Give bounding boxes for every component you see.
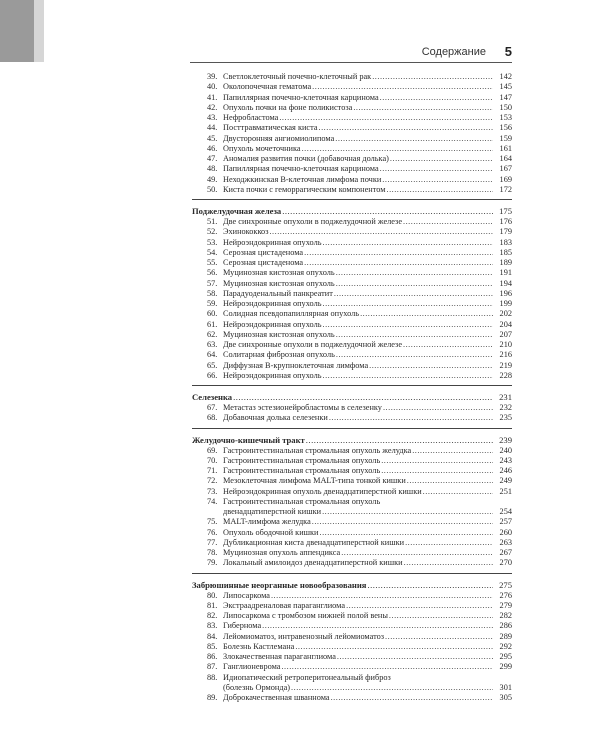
entry-number: 47. bbox=[207, 154, 218, 163]
entry-page: 194 bbox=[499, 278, 512, 288]
entry-number: 80. bbox=[207, 590, 218, 600]
leader-dots bbox=[367, 580, 493, 591]
entry-page: 176 bbox=[499, 217, 512, 226]
entry-number: 87. bbox=[207, 662, 218, 672]
entry-number: 79. bbox=[207, 558, 218, 568]
leader-dots bbox=[279, 113, 493, 123]
leader-dots bbox=[382, 175, 493, 185]
toc-entry[interactable] bbox=[192, 320, 512, 330]
entry-page: 199 bbox=[499, 299, 512, 308]
entry-title: Диффузная В-крупноклеточная лимфома bbox=[223, 360, 369, 370]
leader-dots bbox=[323, 320, 494, 330]
entry-title: Опухоль мочеточника bbox=[223, 143, 301, 153]
leader-dots bbox=[335, 134, 493, 144]
entry-number: 43. bbox=[207, 113, 218, 122]
entry-title: Околопочечная гематома bbox=[223, 82, 312, 92]
entry-title: Эхинококкоз bbox=[223, 227, 269, 237]
entry-title: Гастроинтестинальная стромальная опухоль bbox=[223, 496, 381, 506]
leader-dots bbox=[295, 642, 493, 652]
section-page: 239 bbox=[499, 434, 512, 445]
entry-page: 305 bbox=[499, 693, 512, 702]
entry-number: 71. bbox=[207, 466, 218, 475]
entry-number: 60. bbox=[207, 309, 218, 319]
entry-number: 49. bbox=[207, 174, 218, 184]
entry-number: 85. bbox=[207, 641, 218, 651]
entry-title: Дубликационная киста двенадцатиперстной кишки bbox=[223, 537, 405, 547]
toc-entry[interactable] bbox=[192, 289, 512, 299]
entry-number: 78. bbox=[207, 548, 218, 557]
entry-page: 196 bbox=[499, 288, 512, 298]
toc-entry[interactable] bbox=[192, 340, 512, 350]
entry-page: 301 bbox=[499, 682, 512, 692]
entry-number: 54. bbox=[207, 247, 218, 257]
entry-title: Муцинозная кистозная опухоль bbox=[223, 278, 335, 288]
leader-dots bbox=[412, 446, 493, 456]
entry-page: 169 bbox=[499, 174, 512, 184]
leader-dots bbox=[336, 350, 493, 360]
entry-number: 52. bbox=[207, 227, 218, 237]
leader-dots bbox=[282, 206, 493, 217]
toc-entry[interactable] bbox=[192, 487, 512, 497]
entry-page: 156 bbox=[499, 123, 512, 133]
toc-entry[interactable] bbox=[192, 673, 512, 683]
toc-entry[interactable] bbox=[192, 591, 512, 601]
leader-dots bbox=[336, 268, 493, 278]
entry-title: Лейомиоматоз, интравенозный лейомиоматоз bbox=[223, 631, 385, 641]
entry-title: Муцинозная кистозная опухоль bbox=[223, 268, 335, 278]
section-heading[interactable] bbox=[192, 206, 512, 217]
toc-entry[interactable] bbox=[192, 497, 512, 507]
entry-title: Нейроэндокринная опухоль bbox=[223, 370, 322, 380]
section-heading[interactable] bbox=[192, 392, 512, 403]
entry-number: 55. bbox=[207, 258, 218, 267]
toc-entry[interactable] bbox=[192, 621, 512, 631]
leader-dots bbox=[271, 591, 493, 601]
entry-title: Мезоклеточная лимфома MALT-типа тонкой кишки bbox=[223, 476, 406, 486]
toc-entry[interactable] bbox=[192, 601, 512, 611]
leader-dots bbox=[320, 528, 494, 538]
toc-entry[interactable] bbox=[192, 154, 512, 164]
entry-page: 167 bbox=[499, 164, 512, 174]
entry-number: 42. bbox=[207, 102, 218, 112]
leader-dots bbox=[323, 371, 494, 381]
entry-number: 53. bbox=[207, 237, 218, 247]
entry-title: Посттравматическая киста bbox=[223, 123, 318, 133]
table-of-contents bbox=[192, 72, 512, 703]
toc-entry[interactable] bbox=[192, 642, 512, 652]
entry-number: 66. bbox=[207, 370, 218, 380]
entry-number: 50. bbox=[207, 184, 218, 194]
toc-entry[interactable] bbox=[192, 517, 512, 527]
toc-entry[interactable] bbox=[192, 164, 512, 174]
leader-dots bbox=[360, 309, 493, 319]
leader-dots bbox=[341, 548, 493, 558]
entry-title: Гастроинтестинальная стромальная опухоль bbox=[223, 455, 381, 465]
entry-title: Метастаз эстезионейробластомы в селезенку bbox=[223, 403, 382, 412]
toc-entry[interactable] bbox=[192, 93, 512, 103]
entry-page: 145 bbox=[499, 82, 512, 92]
entry-title: Добавочная долька селезенки bbox=[223, 413, 328, 423]
entry-page: 286 bbox=[499, 621, 512, 631]
toc-entry[interactable] bbox=[192, 134, 512, 144]
entry-title: Нейроэндокринная опухоль bbox=[223, 299, 322, 308]
entry-title: Нейроэндокринная опухоль bbox=[223, 319, 322, 329]
leader-dots bbox=[380, 164, 493, 174]
toc-entry[interactable] bbox=[192, 683, 512, 693]
entry-title: Парадуоденальный панкреатит bbox=[223, 288, 333, 298]
entry-title: Папиллярная почечно-клеточная карцинома bbox=[223, 92, 379, 102]
entry-page: 257 bbox=[499, 517, 512, 527]
toc-entry[interactable] bbox=[192, 72, 512, 82]
entry-number: 88. bbox=[207, 672, 218, 682]
entry-title: Нефробластома bbox=[223, 113, 279, 122]
entry-number: 83. bbox=[207, 621, 218, 631]
leader-dots bbox=[372, 72, 493, 82]
entry-title: Экстраадреналовая параганглиома bbox=[223, 600, 346, 610]
section-title: Селезенка bbox=[192, 392, 233, 402]
entry-page: 147 bbox=[499, 92, 512, 102]
toc-entry[interactable] bbox=[192, 476, 512, 486]
entry-page: 191 bbox=[499, 268, 512, 278]
toc-entry[interactable] bbox=[192, 403, 512, 413]
entry-number: 84. bbox=[207, 631, 218, 641]
leader-dots bbox=[323, 238, 494, 248]
entry-page: 249 bbox=[499, 476, 512, 486]
leader-dots bbox=[346, 601, 493, 611]
entry-number: 63. bbox=[207, 340, 218, 349]
entry-number: 65. bbox=[207, 360, 218, 370]
entry-page: 282 bbox=[499, 611, 512, 620]
leader-dots bbox=[404, 558, 493, 568]
leader-dots bbox=[369, 361, 493, 371]
leader-dots bbox=[304, 258, 493, 268]
section-heading[interactable] bbox=[192, 580, 512, 591]
entry-title: Ганглионеврома bbox=[223, 662, 281, 672]
toc-entry[interactable] bbox=[192, 507, 512, 517]
entry-page: 246 bbox=[499, 466, 512, 475]
entry-number: 77. bbox=[207, 537, 218, 547]
entry-page: 232 bbox=[499, 403, 512, 412]
entry-number: 61. bbox=[207, 319, 218, 329]
entry-page: 207 bbox=[499, 329, 512, 339]
entry-title: Липосаркома bbox=[223, 590, 270, 600]
entry-number: 40. bbox=[207, 82, 218, 92]
leader-dots bbox=[337, 652, 493, 662]
leader-dots bbox=[336, 279, 493, 289]
toc-entry[interactable] bbox=[192, 632, 512, 642]
entry-number: 69. bbox=[207, 445, 218, 455]
entry-title: Гибернома bbox=[223, 621, 262, 631]
leader-dots bbox=[353, 103, 493, 113]
toc-entry[interactable] bbox=[192, 662, 512, 672]
section-page: 231 bbox=[499, 392, 512, 402]
leader-dots bbox=[381, 456, 493, 466]
toc-entry[interactable] bbox=[192, 113, 512, 123]
entry-page: 216 bbox=[499, 350, 512, 360]
section-divider bbox=[192, 199, 512, 200]
section-title: Поджелудочная железа bbox=[192, 206, 282, 216]
toc-entry[interactable] bbox=[192, 309, 512, 319]
entry-title: Аномалия развития почки (добавочная долька) bbox=[223, 154, 389, 163]
toc-entry[interactable] bbox=[192, 413, 512, 423]
entry-page: 183 bbox=[499, 237, 512, 247]
entry-page: 263 bbox=[499, 537, 512, 547]
entry-title: Киста почки с геморрагическим компонентом bbox=[223, 184, 386, 194]
entry-number: 39. bbox=[207, 72, 218, 81]
entry-number: 86. bbox=[207, 652, 218, 661]
entry-page: 150 bbox=[499, 102, 512, 112]
entry-page: 251 bbox=[499, 486, 512, 496]
entry-page: 270 bbox=[499, 558, 512, 568]
entry-page: 276 bbox=[499, 590, 512, 600]
entry-page: 254 bbox=[499, 507, 512, 516]
toc-entry[interactable] bbox=[192, 268, 512, 278]
entry-number: 70. bbox=[207, 455, 218, 465]
leader-dots bbox=[381, 466, 493, 476]
section-title: Желудочно-кишечный тракт bbox=[192, 434, 305, 445]
entry-number: 59. bbox=[207, 299, 218, 308]
entry-number: 67. bbox=[207, 403, 218, 412]
toc-entry[interactable] bbox=[192, 350, 512, 360]
entry-number: 89. bbox=[207, 693, 218, 702]
toc-entry[interactable] bbox=[192, 528, 512, 538]
leader-dots bbox=[336, 330, 493, 340]
entry-title: (болезнь Ормонда) bbox=[223, 682, 291, 692]
entry-title: Опухоль ободочной кишки bbox=[223, 527, 319, 537]
leader-dots bbox=[383, 403, 493, 413]
leader-dots bbox=[329, 413, 493, 423]
entry-title: Муцинозная кистозная опухоль bbox=[223, 329, 335, 339]
entry-title: Неходжкинская В-клеточная лимфома почки bbox=[223, 174, 382, 184]
leader-dots bbox=[331, 693, 493, 703]
leader-dots bbox=[312, 517, 493, 527]
entry-title: Идиопатический ретроперитонеальный фиброз bbox=[223, 672, 391, 682]
entry-page: 267 bbox=[499, 548, 512, 557]
leader-dots bbox=[233, 392, 493, 403]
leader-dots bbox=[403, 217, 493, 227]
entry-title: Серозная цистаденома bbox=[223, 258, 304, 267]
entry-title: Злокачественная параганглиома bbox=[223, 652, 336, 661]
toc-entry[interactable] bbox=[192, 611, 512, 621]
entry-title: Светлоклеточный почечно-клеточный рак bbox=[223, 72, 372, 81]
entry-title: MALT-лимфома желудка bbox=[223, 517, 311, 527]
running-header bbox=[190, 44, 512, 63]
entry-title: Папиллярная почечно-клеточная карцинома bbox=[223, 164, 379, 174]
entry-title: Опухоль почки на фоне поликистоза bbox=[223, 102, 353, 112]
leader-dots bbox=[319, 123, 493, 133]
page-edge-bar bbox=[0, 0, 34, 62]
leader-dots bbox=[269, 227, 493, 237]
entry-page: 185 bbox=[499, 247, 512, 257]
entry-page: 260 bbox=[499, 527, 512, 537]
entry-title: Солидная псевдопапиллярная опухоль bbox=[223, 309, 360, 319]
leader-dots bbox=[389, 611, 493, 621]
page-edge-bar-light bbox=[34, 0, 44, 62]
toc-entry[interactable] bbox=[192, 238, 512, 248]
entry-title: Локальный амилоидоз двенадцатиперстной кишки bbox=[223, 558, 403, 568]
section-divider bbox=[192, 385, 512, 386]
entry-title: Муцинозная опухоль аппендикса bbox=[223, 548, 341, 557]
entry-page: 289 bbox=[499, 631, 512, 641]
entry-title: Гастроинтестинальная стромальная опухоль желудка bbox=[223, 445, 412, 455]
section-divider bbox=[192, 573, 512, 574]
entry-number: 56. bbox=[207, 268, 218, 278]
toc-entry[interactable] bbox=[192, 299, 512, 309]
section-divider bbox=[192, 428, 512, 429]
page-number: 5 bbox=[504, 44, 512, 59]
toc-entry[interactable] bbox=[192, 538, 512, 548]
leader-dots bbox=[405, 538, 493, 548]
entry-number: 82. bbox=[207, 611, 218, 620]
leader-dots bbox=[423, 487, 493, 497]
toc-entry[interactable] bbox=[192, 548, 512, 558]
leader-dots bbox=[312, 82, 493, 92]
toc-entry[interactable] bbox=[192, 258, 512, 268]
entry-number: 81. bbox=[207, 600, 218, 610]
leader-dots bbox=[407, 476, 493, 486]
entry-page: 228 bbox=[499, 370, 512, 380]
toc-entry[interactable] bbox=[192, 175, 512, 185]
leader-dots bbox=[390, 154, 493, 164]
section-page: 175 bbox=[499, 206, 512, 216]
toc-entry[interactable] bbox=[192, 330, 512, 340]
toc-entry[interactable] bbox=[192, 279, 512, 289]
entry-number: 48. bbox=[207, 164, 218, 174]
toc-entry[interactable] bbox=[192, 371, 512, 381]
entry-title: двенадцатиперстной кишки bbox=[223, 507, 322, 516]
leader-dots bbox=[304, 248, 493, 258]
toc-entry[interactable] bbox=[192, 361, 512, 371]
leader-dots bbox=[281, 662, 493, 672]
entry-page: 172 bbox=[499, 184, 512, 194]
entry-number: 51. bbox=[207, 217, 218, 226]
leader-dots bbox=[387, 185, 494, 195]
toc-entry[interactable] bbox=[192, 248, 512, 258]
entry-page: 164 bbox=[499, 154, 512, 163]
leader-dots bbox=[334, 289, 493, 299]
entry-title: Нейроэндокринная опухоль bbox=[223, 237, 322, 247]
entry-page: 189 bbox=[499, 258, 512, 267]
entry-title: Липосаркома с тромбозом нижней полой вены bbox=[223, 611, 388, 620]
entry-page: 179 bbox=[499, 227, 512, 237]
entry-title: Доброкачественная шваннома bbox=[223, 693, 330, 702]
entry-page: 204 bbox=[499, 319, 512, 329]
entry-page: 299 bbox=[499, 662, 512, 672]
header-title: Содержание bbox=[421, 46, 486, 58]
entry-number: 74. bbox=[207, 496, 218, 506]
leader-dots bbox=[380, 93, 493, 103]
toc-entry[interactable] bbox=[192, 456, 512, 466]
entry-page: 142 bbox=[499, 72, 512, 81]
toc-entry[interactable] bbox=[192, 558, 512, 568]
leader-dots bbox=[322, 507, 493, 517]
section-title: Забрюшинные неорганные новообразования bbox=[192, 579, 367, 590]
toc-entry[interactable] bbox=[192, 185, 512, 195]
entry-number: 68. bbox=[207, 413, 218, 423]
leader-dots bbox=[302, 144, 493, 154]
entry-number: 72. bbox=[207, 476, 218, 486]
toc-entry[interactable] bbox=[192, 82, 512, 92]
toc-entry[interactable] bbox=[192, 652, 512, 662]
entry-page: 202 bbox=[499, 309, 512, 319]
entry-number: 44. bbox=[207, 123, 218, 133]
entry-title: Две синхронные опухоли в поджелудочной железе bbox=[223, 340, 403, 349]
entry-number: 62. bbox=[207, 329, 218, 339]
section-heading[interactable] bbox=[192, 435, 512, 446]
entry-title: Нейроэндокринная опухоль двенадцатиперстной кишки bbox=[223, 486, 422, 496]
section-page: 275 bbox=[499, 579, 512, 590]
leader-dots bbox=[323, 299, 494, 309]
leader-dots bbox=[403, 340, 493, 350]
entry-number: 41. bbox=[207, 92, 218, 102]
toc-entry[interactable] bbox=[192, 123, 512, 133]
entry-title: Солитарная фиброзная опухоль bbox=[223, 350, 335, 360]
entry-number: 45. bbox=[207, 133, 218, 143]
entry-number: 75. bbox=[207, 517, 218, 527]
leader-dots bbox=[306, 435, 493, 446]
toc-entry[interactable] bbox=[192, 144, 512, 154]
leader-dots bbox=[262, 621, 493, 631]
entry-page: 235 bbox=[499, 413, 512, 423]
entry-number: 76. bbox=[207, 527, 218, 537]
entry-number: 73. bbox=[207, 486, 218, 496]
entry-page: 279 bbox=[499, 600, 512, 610]
toc-entry[interactable] bbox=[192, 103, 512, 113]
entry-page: 159 bbox=[499, 133, 512, 143]
toc-entry[interactable] bbox=[192, 227, 512, 237]
entry-title: Болезнь Кастлемана bbox=[223, 641, 295, 651]
toc-entry[interactable] bbox=[192, 446, 512, 456]
leader-dots bbox=[385, 632, 493, 642]
entry-number: 64. bbox=[207, 350, 218, 360]
entry-page: 210 bbox=[499, 340, 512, 349]
entry-page: 292 bbox=[499, 641, 512, 651]
entry-number: 57. bbox=[207, 278, 218, 288]
entry-page: 161 bbox=[499, 143, 512, 153]
entry-number: 46. bbox=[207, 143, 218, 153]
entry-page: 240 bbox=[499, 445, 512, 455]
entry-title: Двусторонняя ангиомиолипома bbox=[223, 133, 335, 143]
entry-page: 153 bbox=[499, 113, 512, 122]
entry-page: 295 bbox=[499, 652, 512, 661]
toc-entry[interactable] bbox=[192, 466, 512, 476]
entry-title: Серозная цистаденома bbox=[223, 247, 304, 257]
toc-entry[interactable] bbox=[192, 693, 512, 703]
entry-title: Гастроинтестинальная стромальная опухоль bbox=[223, 466, 381, 475]
entry-number: 58. bbox=[207, 288, 218, 298]
entry-title: Две синхронные опухоли в поджелудочной железе bbox=[223, 217, 403, 226]
toc-entry[interactable] bbox=[192, 217, 512, 227]
leader-dots bbox=[291, 683, 493, 693]
entry-page: 219 bbox=[499, 360, 512, 370]
entry-page: 243 bbox=[499, 455, 512, 465]
